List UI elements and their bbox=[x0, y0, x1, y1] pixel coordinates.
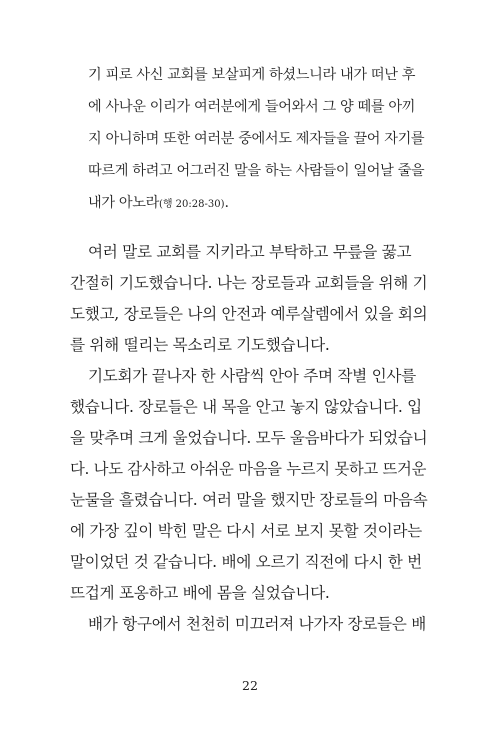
paragraph-line: 뜨겁게 포옹하고 배에 몸을 실었습니다. bbox=[70, 584, 330, 602]
quote-line-last bbox=[88, 192, 229, 212]
paragraph-line: 도했고, 장로들은 나의 안전과 예루살렘에서 있을 회의 bbox=[70, 305, 428, 323]
quote-line: 내가 아노라 bbox=[88, 195, 159, 211]
paragraph-line: 다. 나도 감사하고 아쉬운 마음을 누르지 못하고 뜨거운 bbox=[70, 460, 427, 478]
paragraph-line: 기도회가 끝나자 한 사람씩 안아 주며 작별 인사를 bbox=[88, 367, 416, 385]
quote-line: 에 사나운 이리가 여러분에게 들어와서 그 양 떼를 아끼 bbox=[88, 99, 416, 115]
quote-end-punctuation: . bbox=[224, 195, 229, 211]
paragraph-line: 말이었던 것 같습니다. 배에 오르기 직전에 다시 한 번 bbox=[70, 553, 422, 571]
paragraph-line: 눈물을 흘렸습니다. 여러 말을 했지만 장로들의 마음속 bbox=[70, 491, 428, 509]
paragraph-line: 간절히 기도했습니다. 나는 장로들과 교회들을 위해 기 bbox=[70, 274, 428, 292]
paragraph-line: 여러 말로 교회를 지키라고 부탁하고 무릎을 꿇고 bbox=[88, 243, 412, 261]
scripture-reference: (행 20:28-30) bbox=[158, 199, 225, 210]
page-number: 22 bbox=[242, 678, 258, 693]
paragraph-line: 배가 항구에서 천천히 미끄러져 나가자 장로들은 배 bbox=[88, 615, 426, 633]
quote-line: 따르게 하려고 어그러진 말을 하는 사람들이 일어날 줄을 bbox=[88, 163, 425, 179]
paragraph-line: 를 위해 떨리는 목소리로 기도했습니다. bbox=[70, 336, 330, 354]
paragraph-line: 했습니다. 장로들은 내 목을 안고 놓지 않았습니다. 입 bbox=[70, 398, 422, 416]
paragraph-line: 을 맞추며 크게 울었습니다. 모두 울음바다가 되었습니 bbox=[70, 429, 428, 447]
paragraph-line: 에 가장 깊이 박힌 말은 다시 서로 보지 못할 것이라는 bbox=[70, 522, 422, 540]
quote-line: 기 피로 사신 교회를 보살피게 하셨느니라 내가 떠난 후 bbox=[88, 67, 416, 83]
quote-line: 지 아니하며 또한 여러분 중에서도 제자들을 끌어 자기를 bbox=[88, 131, 425, 147]
